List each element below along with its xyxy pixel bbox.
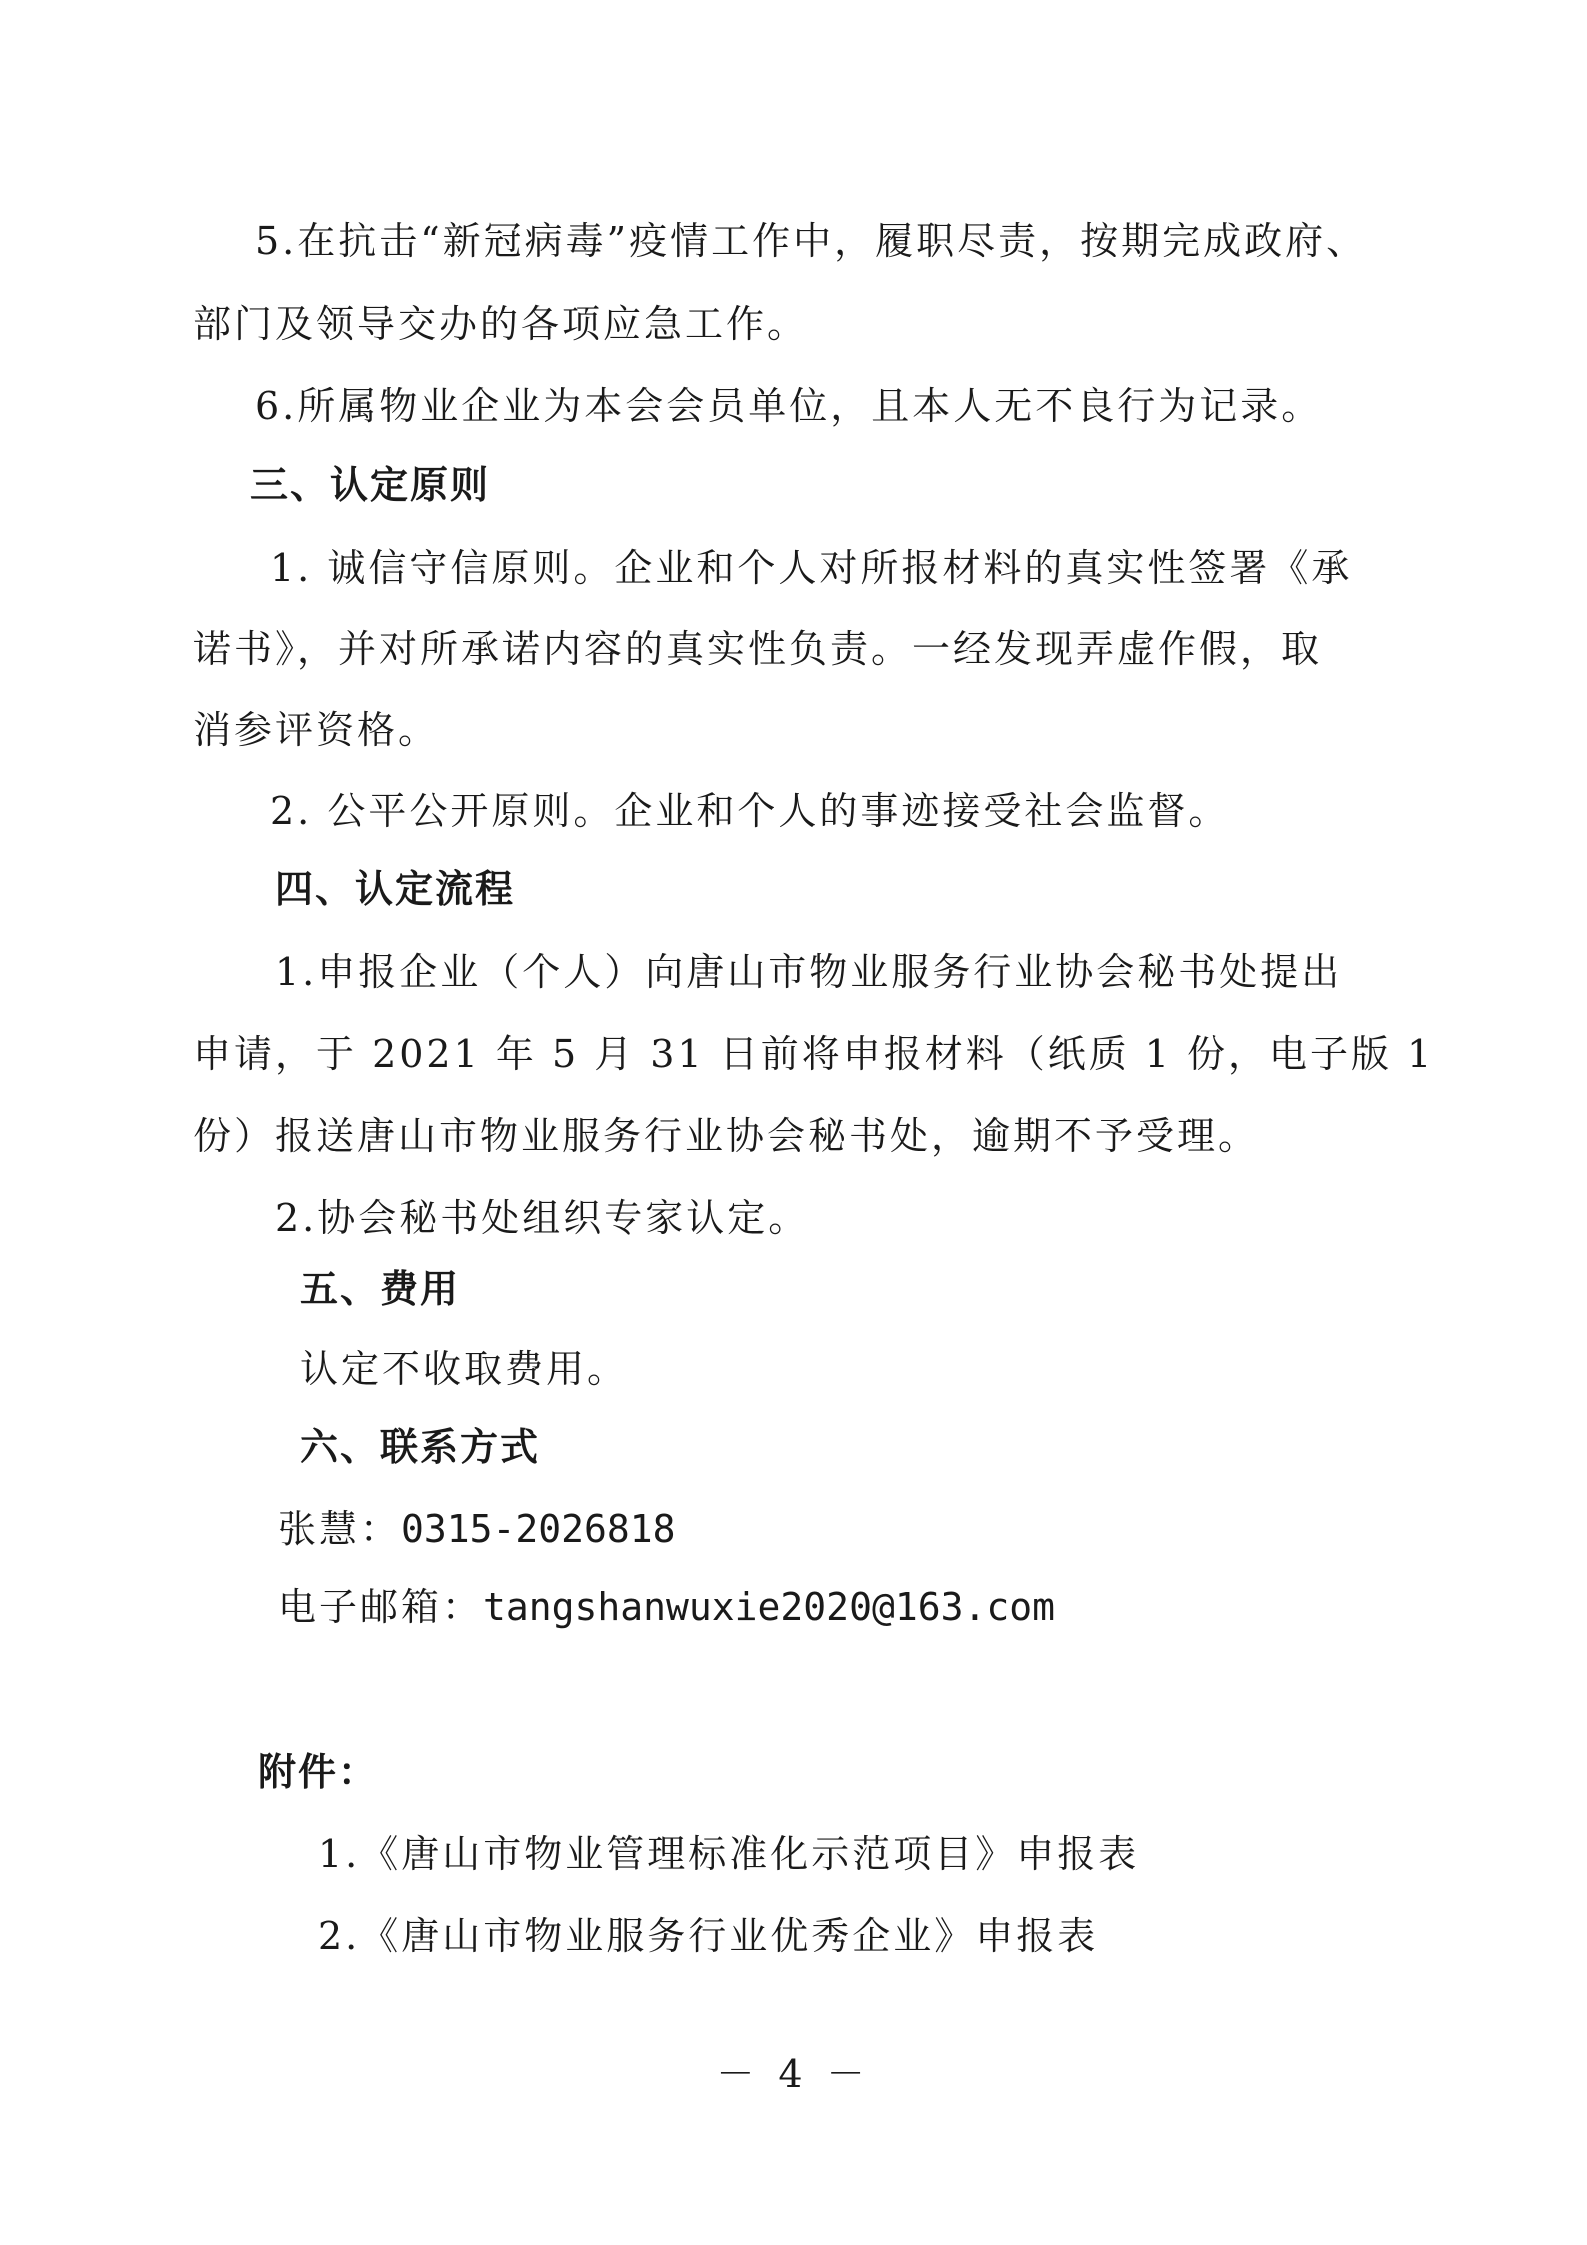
section-5-text: 认定不收取费用。 <box>300 1347 629 1391</box>
section-3-item-1-line-2: 诺书》，并对所承诺内容的真实性负责。一经发现弄虚作假，取 <box>193 627 1323 671</box>
section-6-heading: 六、联系方式 <box>300 1425 541 1469</box>
email-label: 电子邮箱： <box>278 1585 484 1629</box>
criteria-item-6: 6.所属物业企业为本会会员单位，且本人无不良行为记录。 <box>255 384 1323 428</box>
attachment-item-2: 2.《唐山市物业服务行业优秀企业》申报表 <box>318 1914 1099 1958</box>
criteria-item-5-line-1: 5.在抗击“新冠病毒”疫情工作中，履职尽责，按期完成政府、 <box>255 219 1368 263</box>
section-4-item-1-line-2: 申请，于 2021 年 5 月 31 日前将申报材料（纸质 1 份，电子版 1 <box>193 1032 1435 1076</box>
section-3-heading: 三、认定原则 <box>250 463 491 507</box>
email-line <box>278 1585 1055 1629</box>
section-4-item-1-line-1: 1.申报企业（个人）向唐山市物业服务行业协会秘书处提出 <box>275 950 1343 994</box>
section-4-heading: 四、认定流程 <box>275 867 516 911</box>
email-value: tangshanwuxie2020@163.com <box>483 1585 1055 1629</box>
page-number: － 4 － <box>716 2052 871 2096</box>
section-5-heading: 五、费用 <box>300 1267 461 1311</box>
section-4-item-2: 2.协会秘书处组织专家认定。 <box>275 1196 810 1240</box>
contact-label: 张慧： <box>278 1507 402 1551</box>
section-3-item-1-line-1: 1. 诚信守信原则。企业和个人对所报材料的真实性签署《承 <box>270 546 1353 590</box>
attachment-item-1: 1.《唐山市物业管理标准化示范项目》申报表 <box>318 1832 1140 1876</box>
section-4-item-1-line-3: 份）报送唐山市物业服务行业协会秘书处，逾期不予受理。 <box>193 1114 1260 1158</box>
contact-line <box>278 1507 676 1551</box>
attachments-heading: 附件： <box>258 1750 379 1794</box>
criteria-item-5-line-2: 部门及领导交办的各项应急工作。 <box>193 302 809 346</box>
section-3-item-2: 2. 公平公开原则。企业和个人的事迹接受社会监督。 <box>270 789 1230 833</box>
contact-phone: 0315-2026818 <box>401 1507 676 1551</box>
section-3-item-1-line-3: 消参评资格。 <box>193 708 440 752</box>
